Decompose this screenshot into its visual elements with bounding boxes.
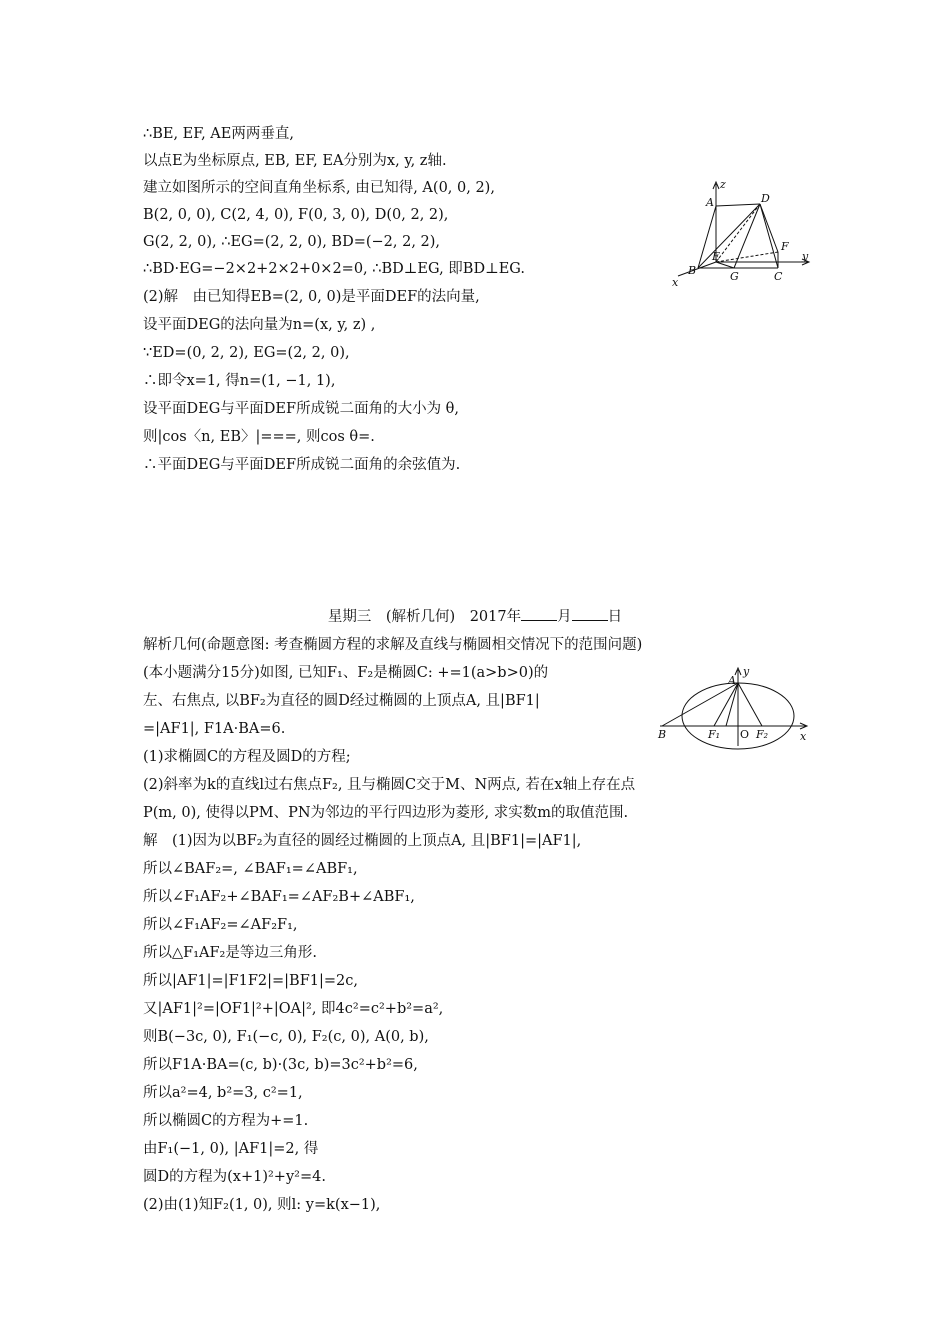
text-line: P(m, 0), 使得以PM、PN为邻边的平行四边形为菱形, 求实数m的取值范围. (143, 805, 629, 821)
text-line: 所以∠BAF₂=, ∠BAF₁=∠ABF₁, (143, 861, 358, 877)
label-z: z (720, 178, 726, 191)
label-D: D (761, 192, 770, 205)
text-line: G(2, 2, 0), ∴EG=(2, 2, 0), BD=(−2, 2, 2), (143, 234, 441, 250)
text-line: 所以椭圆C的方程为+=1. (143, 1113, 309, 1129)
label-B: B (658, 728, 667, 741)
text-line: =|AF1|, F1A·BA=6. (143, 721, 286, 737)
ellipse-figure (654, 664, 810, 750)
text-line: 所以|AF1|=|F1F2|=|BF1|=2c, (143, 973, 358, 989)
text-line: 则|cos〈n, EB〉|===, 则cos θ=. (143, 429, 375, 445)
title-day: 日 (607, 609, 623, 625)
coordinate-solid-figure (668, 176, 818, 292)
text-line: 左、右焦点, 以BF₂为直径的圆D经过椭圆的上顶点A, 且|BF1| (143, 693, 540, 709)
label-y: y (743, 665, 750, 678)
label-F: F (781, 240, 789, 253)
label-x: x (800, 730, 807, 743)
page-title (0, 606, 950, 627)
text-line: B(2, 0, 0), C(2, 4, 0), F(0, 3, 0), D(0, 2, 2), (143, 207, 449, 223)
label-F2: F₂ (756, 728, 769, 741)
label-A: A (728, 674, 736, 687)
text-line: 建立如图所示的空间直角坐标系, 由已知得, A(0, 0, 2), (143, 180, 495, 196)
text-line: 由F₁(−1, 0), |AF1|=2, 得 (143, 1141, 319, 1157)
text-line: 所以F1A·BA=(c, b)·(3c, b)=3c²+b²=6, (143, 1057, 418, 1073)
text-line: (2)斜率为k的直线l过右焦点F₂, 且与椭圆C交于M、N两点, 若在x轴上存在点 (143, 777, 636, 793)
text-line: ∵ED=(0, 2, 2), EG=(2, 2, 0), (143, 345, 350, 361)
text-line: (1)求椭圆C的方程及圆D的方程; (143, 749, 351, 765)
text-line: ∴平面DEG与平面DEF所成锐二面角的余弦值为. (143, 457, 461, 473)
text-line: ∴BE, EF, AE两两垂直, (143, 126, 294, 142)
text-line: 所以a²=4, b²=3, c²=1, (143, 1085, 303, 1101)
text-line: (本小题满分15分)如图, 已知F₁、F₂是椭圆C: +=1(a>b>0)的 (143, 665, 549, 681)
title-prefix: 星期三 (解析几何) 2017年 (327, 609, 522, 625)
text-line: 解 (1)因为以BF₂为直径的圆经过椭圆的上顶点A, 且|BF1|=|AF1|, (143, 833, 582, 849)
label-B: B (688, 264, 697, 277)
text-line: ∴即令x=1, 得n=(1, −1, 1), (143, 373, 336, 389)
text-line: 解析几何(命题意图: 考查椭圆方程的求解及直线与椭圆相交情况下的范围问题) (143, 637, 643, 653)
text-line: 又|AF1|²=|OF1|²+|OA|², 即4c²=c²+b²=a², (143, 1001, 444, 1017)
label-O: O (740, 728, 750, 741)
month-blank (521, 606, 557, 621)
label-F1: F₁ (708, 728, 721, 741)
day-blank (572, 606, 608, 621)
text-line: ∴BD·EG=−2×2+2×2+0×2=0, ∴BD⊥EG, 即BD⊥EG. (143, 261, 525, 277)
label-A: A (706, 196, 714, 209)
text-line: 则B(−3c, 0), F₁(−c, 0), F₂(c, 0), A(0, b), (143, 1029, 429, 1045)
label-C: C (774, 270, 783, 283)
title-month: 月 (557, 609, 572, 625)
text-line: 设平面DEG的法向量为n=(x, y, z) , (143, 317, 376, 333)
text-line: 所以∠F₁AF₂=∠AF₂F₁, (143, 917, 298, 933)
text-line: 圆D的方程为(x+1)²+y²=4. (143, 1169, 326, 1185)
text-line: (2)解 由已知得EB=(2, 0, 0)是平面DEF的法向量, (143, 289, 480, 305)
label-x: x (672, 276, 679, 289)
text-line: 设平面DEG与平面DEF所成锐二面角的大小为 θ, (143, 401, 460, 417)
text-line: 所以∠F₁AF₂+∠BAF₁=∠AF₂B+∠ABF₁, (143, 889, 415, 905)
text-line: 所以△F₁AF₂是等边三角形. (143, 945, 317, 961)
text-line: 以点E为坐标原点, EB, EF, EA分别为x, y, z轴. (143, 153, 447, 169)
text-line: (2)由(1)知F₂(1, 0), 则l: y=k(x−1), (143, 1197, 381, 1213)
label-G: G (730, 270, 739, 283)
label-E: E (712, 250, 721, 263)
label-y: y (802, 250, 809, 263)
